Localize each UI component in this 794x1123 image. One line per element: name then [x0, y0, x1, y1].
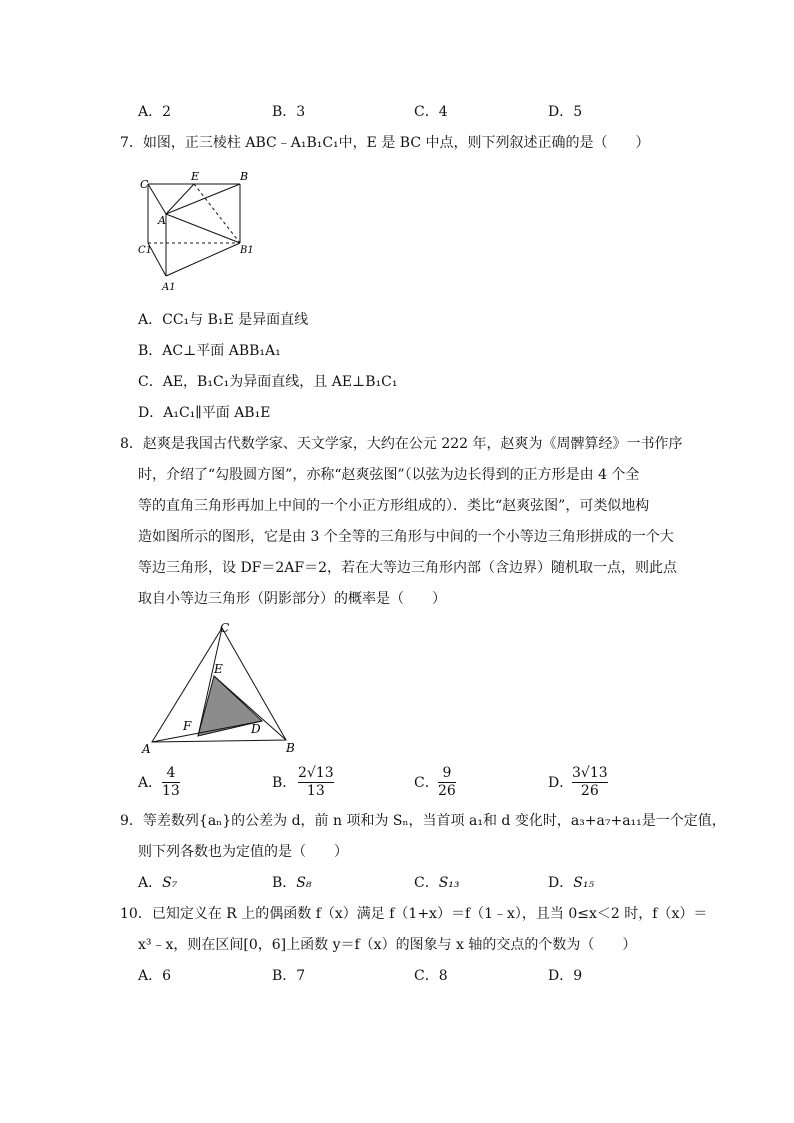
- label-C: C: [220, 621, 230, 635]
- q8-line-6: 取自小等边三角形（阴影部分）的概率是（ ）: [138, 591, 446, 607]
- q7-stem: 7．如图，正三棱柱 ABC﹣A₁B₁C₁中，E 是 BC 中点，则下列叙述正确的是（ ）: [120, 135, 650, 151]
- denominator: 26: [580, 783, 599, 799]
- label-A: A: [142, 742, 151, 756]
- label-C: C: [140, 178, 149, 191]
- q9-line-1: 9．等差数列{aₙ}的公差为 d，前 n 项和为 Sₙ，当首项 a₁和 d 变化时，a₃+a₇+a₁₁是一个定值，: [120, 813, 726, 829]
- label-A: A: [158, 214, 166, 227]
- edge-AB: [166, 184, 240, 214]
- q8-line-1: 8．赵爽是我国古代数学家、天文学家，大约在公元 222 年，赵爽为《周髀算经》一书作序: [120, 436, 683, 452]
- q8-triangle-figure: [136, 618, 306, 758]
- q7-option-b: B．AC⊥平面 ABB₁A₁: [138, 343, 281, 359]
- q8-option-c-label: C．: [414, 775, 439, 791]
- numerator: 2√13: [298, 765, 334, 781]
- label-B: B: [286, 741, 295, 755]
- edge-CA: [148, 184, 166, 214]
- q9-option-d: D．S₁₅: [548, 875, 595, 891]
- edge-AE: [166, 184, 194, 214]
- label-C1: C1: [138, 245, 153, 256]
- q7-option-a: A．CC₁与 B₁E 是异面直线: [138, 312, 309, 328]
- label-D: D: [251, 722, 261, 736]
- q9-line-2: 则下列各数也为定值的是（ ）: [138, 844, 348, 860]
- q10-option-d: D．9: [548, 968, 583, 984]
- numerator: 4: [166, 765, 176, 781]
- denominator: 13: [306, 783, 325, 799]
- label-F: F: [183, 719, 192, 733]
- q10-line-1: 10．已知定义在 R 上的偶函数 f（x）满足 f（1+x）＝f（1﹣x），且当 0≤x＜2 时，f（x）＝: [120, 906, 708, 922]
- label-E: E: [214, 662, 223, 676]
- q9-option-c: C．S₁₃: [414, 875, 460, 891]
- q6-option-b: B．3: [272, 104, 306, 120]
- q7-option-d: D．A₁C₁∥平面 AB₁E: [138, 405, 271, 421]
- label-B1: B1: [240, 245, 254, 256]
- label-A1: A1: [162, 282, 176, 293]
- numerator: 3√13: [572, 765, 608, 781]
- q8-option-c-fraction: [438, 765, 456, 800]
- denominator: 13: [162, 783, 180, 799]
- q7-option-c: C．AE，B₁C₁为异面直线，且 AE⊥B₁C₁: [138, 374, 398, 390]
- label-B: B: [240, 170, 249, 183]
- q10-option-c: C．8: [414, 968, 448, 984]
- q10-option-b: B．7: [272, 968, 306, 984]
- q10-line-2: x³﹣x，则在区间[0，6]上函数 y＝f（x）的图象与 x 轴的交点的个数为（ ）: [138, 937, 637, 953]
- q10-option-a: A．6: [138, 968, 172, 984]
- q8-option-a-fraction: [162, 765, 180, 800]
- q8-line-3: 等的直角三角形再加上中间的一个小正方形组成的）．类比“赵爽弦图”，可类似地构: [138, 498, 650, 514]
- q7-prism-figure: [136, 170, 266, 295]
- q8-option-a-label: A．: [138, 775, 163, 791]
- q8-option-d-label: D．: [548, 775, 574, 791]
- numerator: 9: [442, 765, 452, 781]
- q6-option-c: C．4: [414, 104, 448, 120]
- q6-option-a: A．2: [138, 104, 172, 120]
- q9-option-a: A．S₇: [138, 875, 178, 891]
- q9-option-b: B．S₈: [272, 875, 312, 891]
- label-E: E: [191, 170, 200, 183]
- q8-option-b-fraction: [298, 765, 334, 800]
- q6-option-d: D．5: [548, 104, 583, 120]
- q8-option-b-label: B．: [272, 775, 297, 791]
- q8-option-d-fraction: [572, 765, 608, 800]
- edge-A1B1: [166, 243, 240, 276]
- denominator: 26: [438, 783, 456, 799]
- q8-line-5: 等边三角形，设 DF＝2AF＝2，若在大等边三角形内部（含边界）随机取一点，则此点: [138, 560, 678, 576]
- q8-line-2: 时，介绍了“勾股圆方图”，亦称“赵爽弦图”（以弦为边长得到的正方形是由 4 个全: [138, 467, 640, 483]
- q8-line-4: 造如图所示的图形，它是由 3 个全等的三角形与中间的一个小等边三角形拼成的一个大: [138, 529, 674, 545]
